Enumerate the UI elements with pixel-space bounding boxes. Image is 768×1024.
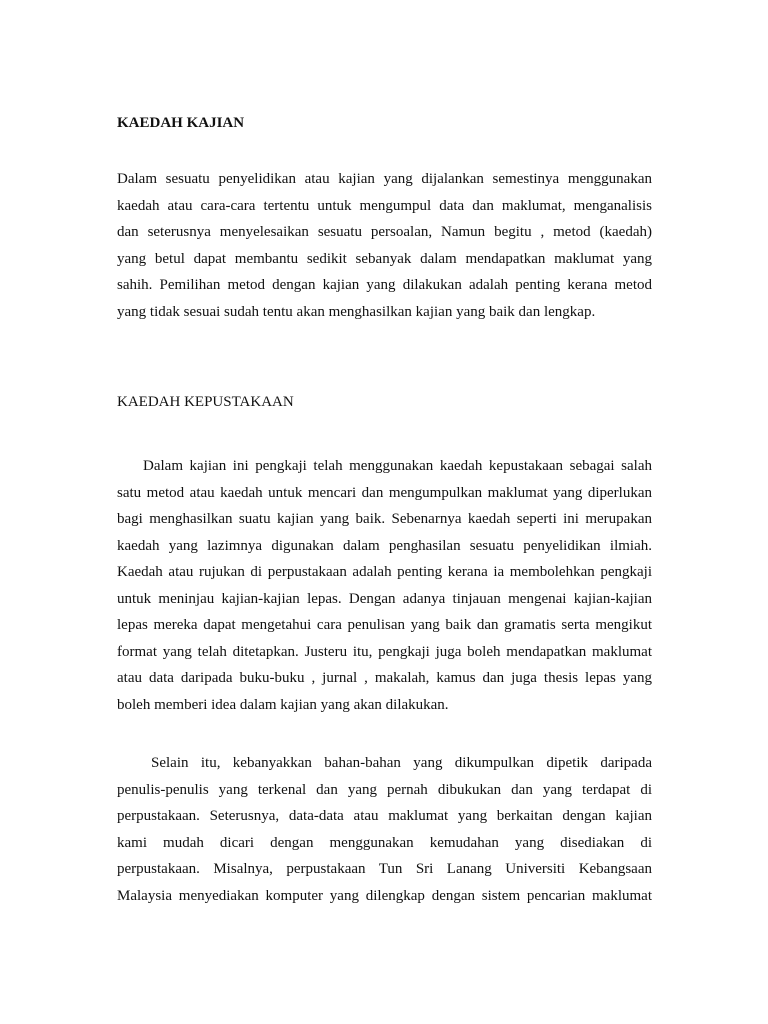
paragraph-kepustakaan-1 [117, 453, 652, 718]
paragraph-line: Dalam kajian ini pengkaji telah menggunakan kaedah kepustakaan sebagai salah [143, 458, 652, 474]
paragraph-line: lepas mereka dapat mengetahui cara penulisan yang baik dan gramatis serta mengikut [117, 617, 652, 633]
paragraph-kaedah-kajian [117, 166, 652, 325]
paragraph-line: bagi menghasilkan suatu kajian yang baik. Sebenarnya kaedah seperti ini merupakan [117, 511, 652, 527]
paragraph-line: untuk meninjau kajian-kajian lepas. Dengan adanya tinjauan mengenai kajian-kajian [117, 590, 652, 607]
paragraph-line: atau data daripada buku-buku , jurnal , makalah, kamus dan juga thesis lepas yang [117, 670, 652, 686]
paragraph-line: kaedah atau cara-cara tertentu untuk mengumpul data dan maklumat, menganalisis [117, 197, 652, 214]
paragraph-kepustakaan-2 [117, 750, 652, 909]
section-heading-kaedah-kepustakaan: KAEDAH KEPUSTAKAAN [117, 394, 294, 410]
paragraph-line: perpustakaan. Misalnya, perpustakaan Tun Sri Lanang Universiti Kebangsaan [117, 861, 652, 877]
paragraph-line: dan seterusnya menyelesaikan sesuatu persoalan, Namun begitu , metod (kaedah) [117, 224, 652, 240]
paragraph-line: yang tidak sesuai sudah tentu akan menghasilkan kajian yang baik dan lengkap. [117, 303, 596, 320]
paragraph-line: yang betul dapat membantu sedikit sebanyak dalam mendapatkan maklumat yang [117, 250, 652, 267]
paragraph-line: Dalam sesuatu penyelidikan atau kajian yang dijalankan semestinya menggunakan [117, 171, 652, 187]
paragraph-line: perpustakaan. Seterusnya, data-data atau maklumat yang berkaitan dengan kajian [117, 808, 652, 824]
paragraph-line: kaedah yang lazimnya digunakan dalam penghasilan sesuatu penyelidikan ilmiah. [117, 537, 652, 554]
paragraph-line: format yang telah ditetapkan. Justeru itu, pengkaji juga boleh mendapatkan maklumat [117, 643, 652, 660]
paragraph-line: Selain itu, kebanyakkan bahan-bahan yang dikumpulkan dipetik daripada [151, 755, 652, 771]
paragraph-line: Malaysia menyediakan komputer yang dilengkap dengan sistem pencarian maklumat [117, 887, 652, 904]
section-heading-kaedah-kajian: KAEDAH KAJIAN [117, 115, 245, 131]
paragraph-line: Kaedah atau rujukan di perpustakaan adalah penting kerana ia membolehkan pengkaji [117, 564, 652, 580]
paragraph-line: boleh memberi idea dalam kajian yang akan dilakukan. [117, 696, 449, 713]
paragraph-line: kami mudah dicari dengan menggunakan kemudahan yang disediakan di [117, 834, 652, 851]
paragraph-line: sahih. Pemilihan metod dengan kajian yang dilakukan adalah penting kerana metod [117, 277, 652, 293]
paragraph-line: satu metod atau kaedah untuk mencari dan mengumpulkan maklumat yang diperlukan [117, 484, 652, 501]
paragraph-line: penulis-penulis yang terkenal dan yang pernah dibukukan dan yang terdapat di [117, 781, 652, 798]
